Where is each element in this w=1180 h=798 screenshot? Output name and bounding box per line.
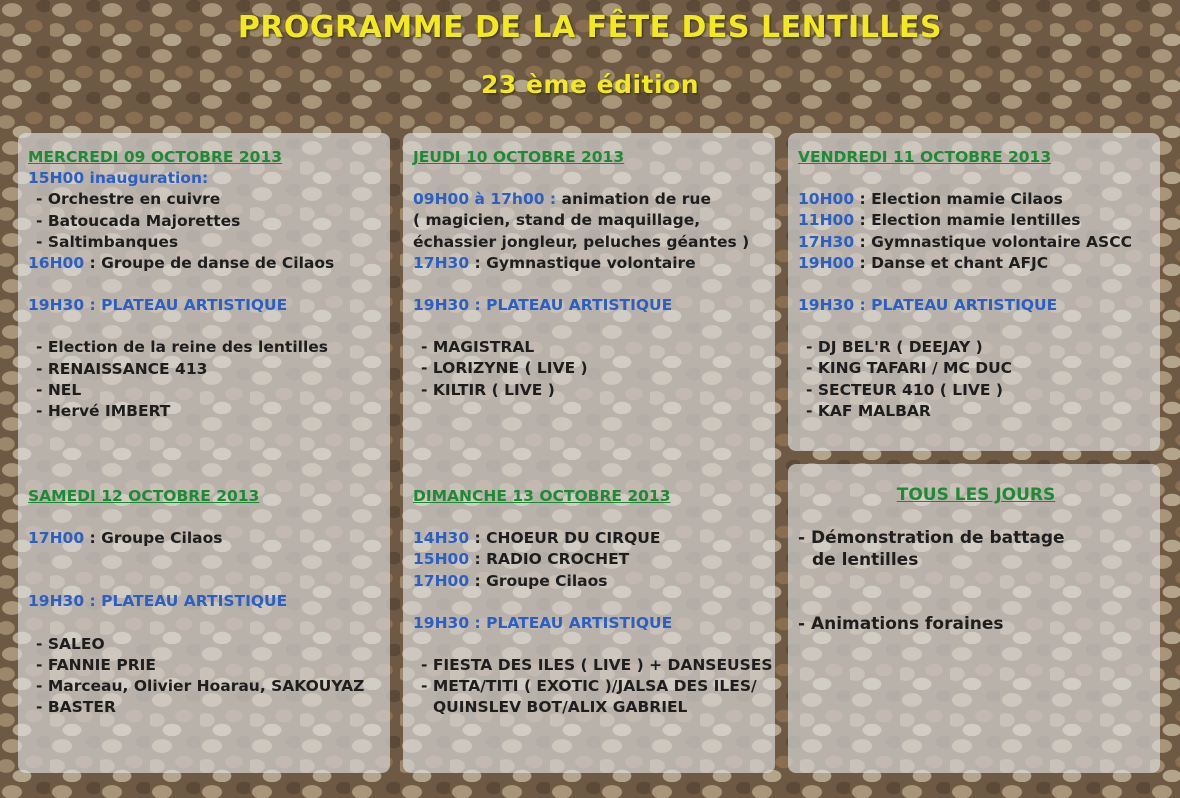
panel-right-top — [788, 133, 1160, 451]
time-label: 10H00 — [798, 190, 855, 209]
section-tous-les-jours — [798, 484, 1154, 635]
list-item: - META/TITI ( EXOTIC )/JALSA DES ILES/ — [421, 677, 757, 696]
list-item: - KAF MALBAR — [806, 401, 931, 420]
list-item: QUINSLEV BOT/ALIX GABRIEL — [433, 698, 688, 717]
panel-right-bottom — [788, 464, 1160, 773]
list-item: - LORIZYNE ( LIVE ) — [421, 359, 588, 378]
panel-left — [18, 133, 390, 773]
entry-text: : Danse et chant AFJC — [854, 253, 1049, 272]
entry-text: animation de rue — [556, 190, 711, 209]
list-item: - RENAISSANCE 413 — [36, 359, 208, 378]
list-item: - Election de la reine des lentilles — [36, 338, 328, 357]
list-item: - BASTER — [36, 698, 116, 717]
entry-text: : CHOEUR DU CIRQUE — [469, 529, 661, 548]
day-heading-vendredi: VENDREDI 11 OCTOBRE 2013 — [798, 148, 1052, 166]
schedule-entry — [798, 232, 1154, 253]
time-label: 09H00 à 17h00 : — [413, 190, 557, 209]
schedule-entry — [28, 528, 384, 549]
list-item: - SALEO — [36, 634, 105, 653]
time-label: 17H30 — [413, 253, 470, 272]
time-label: 16H00 — [28, 254, 85, 273]
section-vendredi — [798, 147, 1154, 422]
plateau-heading: 19H30 : PLATEAU ARTISTIQUE — [798, 296, 1058, 315]
time-label: 11H00 — [798, 211, 855, 230]
time-label: 17H30 — [798, 232, 855, 251]
list-item: - DJ BEL'R ( DEEJAY ) — [806, 338, 983, 357]
schedule-entry — [413, 571, 769, 592]
section-mercredi — [28, 147, 384, 422]
list-item: de lentilles — [812, 550, 919, 570]
entry-text: ( magicien, stand de maquillage, — [413, 211, 701, 230]
entry-text: : RADIO CROCHET — [469, 550, 630, 569]
list-item: - NEL — [36, 380, 82, 399]
entry-text: : Gymnastique volontaire — [469, 253, 696, 272]
schedule-entry — [413, 549, 769, 570]
entry-text: : Gymnastique volontaire ASCC — [854, 232, 1132, 251]
tous-heading: TOUS LES JOURS — [896, 485, 1056, 505]
list-item: - KILTIR ( LIVE ) — [421, 380, 555, 399]
plateau-heading: 19H30 : PLATEAU ARTISTIQUE — [28, 592, 288, 611]
list-item: - Batoucada Majorettes — [36, 211, 241, 230]
schedule-entry — [798, 189, 1154, 210]
section-samedi — [28, 486, 384, 718]
entry-text: : Groupe Cilaos — [469, 571, 608, 590]
list-item: - Marceau, Olivier Hoarau, SAKOUYAZ — [36, 677, 365, 696]
day-heading-dimanche: DIMANCHE 13 OCTOBRE 2013 — [413, 487, 671, 505]
poster-title: PROGRAMME DE LA FÊTE DES LENTILLES — [237, 10, 943, 45]
section-jeudi — [413, 147, 769, 401]
schedule-entry — [28, 253, 384, 274]
list-item: - FIESTA DES ILES ( LIVE ) + DANSEUSES — [421, 656, 773, 675]
plateau-heading: 19H30 : PLATEAU ARTISTIQUE — [28, 296, 288, 315]
entry-text: : Groupe Cilaos — [84, 529, 223, 548]
day-heading-samedi: SAMEDI 12 OCTOBRE 2013 — [28, 487, 260, 505]
time-label: 19H00 — [798, 253, 855, 272]
list-item: - FANNIE PRIE — [36, 655, 156, 674]
day-heading-jeudi: JEUDI 10 OCTOBRE 2013 — [413, 148, 625, 166]
schedule-entry — [413, 189, 769, 210]
list-item: - SECTEUR 410 ( LIVE ) — [806, 380, 1003, 399]
list-item: - Hervé IMBERT — [36, 402, 171, 421]
section-dimanche — [413, 486, 773, 719]
list-item: - Démonstration de battage — [798, 528, 1065, 548]
list-item: - Saltimbanques — [36, 232, 179, 251]
list-item: - KING TAFARI / MC DUC — [806, 359, 1013, 378]
panel-middle — [403, 133, 775, 773]
entry-text: : Election mamie lentilles — [854, 211, 1081, 230]
schedule-entry — [413, 253, 769, 274]
time-label: 14H30 — [413, 529, 470, 548]
time-label: 15H00 — [413, 550, 470, 569]
plateau-heading: 19H30 : PLATEAU ARTISTIQUE — [413, 613, 673, 632]
plateau-heading: 19H30 : PLATEAU ARTISTIQUE — [413, 296, 673, 315]
list-item: - Animations foraines — [798, 614, 1004, 634]
schedule-entry — [413, 528, 769, 549]
time-label: 15H00 inauguration: — [28, 169, 209, 188]
day-heading-mercredi: MERCREDI 09 OCTOBRE 2013 — [28, 148, 283, 166]
time-label: 17H00 — [413, 571, 470, 590]
edition-subtitle: 23 ème édition — [480, 70, 700, 99]
entry-text: : Groupe de danse de Cilaos — [84, 254, 335, 273]
entry-text: : Election mamie Cilaos — [854, 190, 1063, 209]
schedule-entry — [798, 253, 1154, 274]
entry-text: échassier jongleur, peluches géantes ) — [413, 232, 750, 251]
list-item: - MAGISTRAL — [421, 338, 535, 357]
list-item: - Orchestre en cuivre — [36, 190, 221, 209]
time-label: 17H00 — [28, 529, 85, 548]
schedule-entry — [798, 210, 1154, 231]
